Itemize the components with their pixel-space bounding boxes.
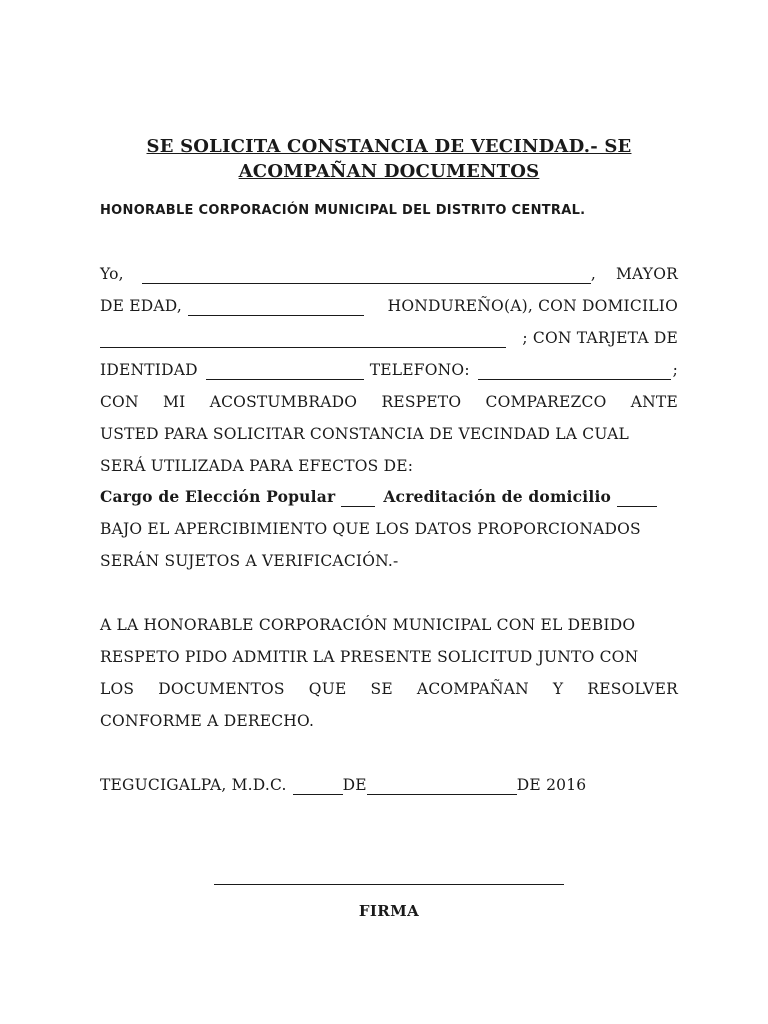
word: Y [552, 680, 564, 698]
body-line [100, 679, 678, 699]
word: LOS [100, 680, 135, 698]
option-acreditacion: Acreditación de domicilio [383, 487, 612, 506]
text-comma: , [590, 265, 596, 283]
text-telefono: TELEFONO: [369, 361, 470, 379]
option-acreditacion-blank [617, 492, 657, 507]
body-line: SERÁ UTILIZADA PARA EFECTOS DE: [100, 457, 414, 475]
text-de-edad: DE EDAD, [100, 297, 183, 315]
body-line: RESPETO PIDO ADMITIR LA PRESENTE SOLICITUD JUNTO CON [100, 648, 639, 666]
day-blank [293, 780, 343, 795]
text-tarjeta: ; CON TARJETA DE [522, 329, 678, 347]
body-line: SERÁN SUJETOS A VERIFICACIÓN.- [100, 552, 399, 570]
text-de: DE [342, 776, 367, 794]
word: SE [370, 680, 393, 698]
text-identidad: IDENTIDAD [100, 361, 198, 379]
text-semicolon: ; [672, 361, 678, 379]
body-line [100, 392, 678, 412]
body-line-options [100, 487, 678, 507]
text-hondureno: HONDUREÑO(A), CON DOMICILIO [387, 297, 678, 315]
text-place: TEGUCIGALPA, M.D.C. [100, 776, 287, 794]
body-line: CONFORME A DERECHO. [100, 712, 315, 730]
signature-line [214, 884, 564, 885]
phone-blank [478, 365, 671, 380]
word: MI [163, 393, 186, 411]
text-mayor: MAYOR [615, 265, 678, 283]
word: ANTE [630, 393, 678, 411]
body-line: USTED PARA SOLICITAR CONSTANCIA DE VECINDAD LA CUAL [100, 425, 630, 443]
text-yo: Yo, [100, 265, 124, 283]
word: QUE [308, 680, 347, 698]
body-line [100, 360, 678, 380]
word: ACOSTUMBRADO [209, 393, 358, 411]
id-number-blank [206, 365, 364, 380]
word: DOCUMENTOS [158, 680, 285, 698]
place-date-line [100, 775, 678, 795]
word: CON [100, 393, 139, 411]
word: RESPETO [381, 393, 462, 411]
body-line [100, 264, 678, 284]
option-cargo-blank [341, 492, 375, 507]
body-line [100, 328, 678, 348]
word: COMPAREZCO [485, 393, 607, 411]
word: RESOLVER [587, 680, 678, 698]
text-year: DE 2016 [516, 776, 587, 794]
nationality-blank [188, 301, 364, 316]
addressee: HONORABLE CORPORACIÓN MUNICIPAL DEL DISTRITO CENTRAL. [100, 203, 586, 218]
address-blank [100, 333, 506, 348]
body-line: A LA HONORABLE CORPORACIÓN MUNICIPAL CON EL DEBIDO [100, 616, 636, 634]
option-cargo-eleccion: Cargo de Elección Popular [100, 487, 336, 506]
body-line: BAJO EL APERCIBIMIENTO QUE LOS DATOS PROPORCIONADOS [100, 520, 641, 538]
name-blank [142, 269, 591, 284]
document-title-line-2: ACOMPAÑAN DOCUMENTOS [238, 161, 540, 182]
body-line [100, 296, 678, 316]
document-title-line-1: SE SOLICITA CONSTANCIA DE VECINDAD.- SE [146, 136, 632, 157]
word: ACOMPAÑAN [416, 680, 529, 698]
signature-label: FIRMA [358, 902, 420, 920]
month-blank [367, 780, 517, 795]
